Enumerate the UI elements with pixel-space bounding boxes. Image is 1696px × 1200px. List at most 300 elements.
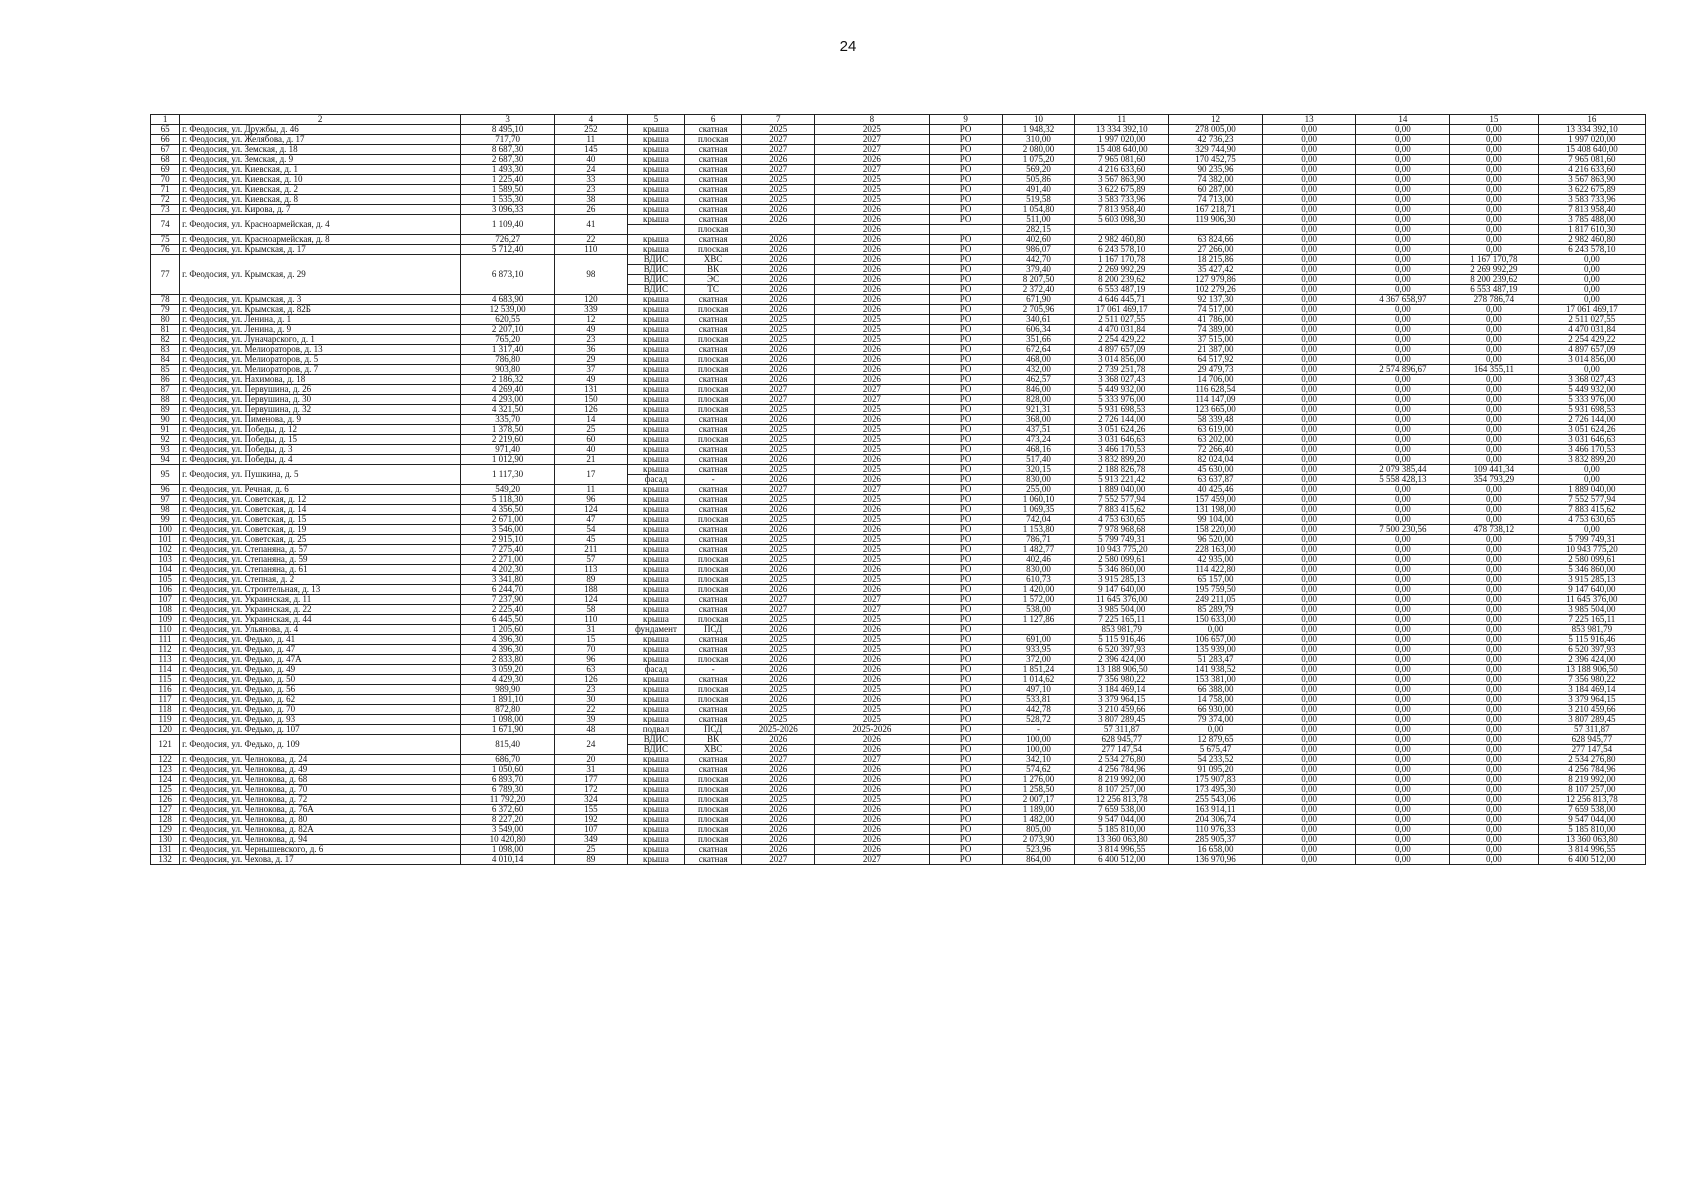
building-area: 7 275,40 xyxy=(461,545,555,555)
building-area: 3 341,80 xyxy=(461,575,555,585)
total-cost: 2 254 429,22 xyxy=(1075,335,1169,345)
element-subtype: скатная xyxy=(685,145,742,155)
volume: 1 075,20 xyxy=(1002,155,1075,165)
row-number: 126 xyxy=(151,795,180,805)
table-row xyxy=(151,725,1646,735)
column-header: 15 xyxy=(1450,115,1538,125)
element-type: крыша xyxy=(627,515,684,525)
funding-source: РО xyxy=(929,765,1002,775)
fund-amount-1: 0,00 xyxy=(1262,265,1356,275)
table-row xyxy=(151,685,1646,695)
element-subtype: плоская xyxy=(685,615,742,625)
year-start: 2025 xyxy=(742,615,815,625)
building-area: 3 549,00 xyxy=(461,825,555,835)
repair-schedule-table xyxy=(150,114,1646,865)
specific-cost: 119 906,30 xyxy=(1169,215,1263,225)
total-cost: 5 913 221,42 xyxy=(1075,475,1169,485)
table-row xyxy=(151,565,1646,575)
fund-amount-4: 11 645 376,00 xyxy=(1538,595,1645,605)
fund-amount-2: 0,00 xyxy=(1356,195,1450,205)
year-start: 2026 xyxy=(742,815,815,825)
fund-amount-1: 0,00 xyxy=(1262,215,1356,225)
element-subtype: плоская xyxy=(685,405,742,415)
building-area: 2 225,40 xyxy=(461,605,555,615)
year-end: 2026 xyxy=(815,415,930,425)
fund-amount-1: 0,00 xyxy=(1262,295,1356,305)
fund-amount-2: 0,00 xyxy=(1356,165,1450,175)
specific-cost: 21 387,00 xyxy=(1169,345,1263,355)
fund-amount-3: 0,00 xyxy=(1450,805,1538,815)
building-area: 6 789,30 xyxy=(461,785,555,795)
funding-source: РО xyxy=(929,775,1002,785)
address: г. Феодосия, ул. Челнокова, д. 82А xyxy=(180,825,461,835)
fund-amount-2: 0,00 xyxy=(1356,245,1450,255)
funding-source: РО xyxy=(929,385,1002,395)
table-row xyxy=(151,755,1646,765)
table-body xyxy=(151,115,1646,865)
element-type: крыша xyxy=(627,145,684,155)
element-type: крыша xyxy=(627,345,684,355)
residents-count: 177 xyxy=(554,775,627,785)
column-header: 13 xyxy=(1262,115,1356,125)
fund-amount-4: 8 107 257,00 xyxy=(1538,785,1645,795)
year-end: 2026 xyxy=(815,455,930,465)
building-area: 1 535,30 xyxy=(461,195,555,205)
fund-amount-2: 0,00 xyxy=(1356,355,1450,365)
volume: 574,62 xyxy=(1002,765,1075,775)
volume: - xyxy=(1002,725,1075,735)
residents-count: 63 xyxy=(554,665,627,675)
year-start: 2027 xyxy=(742,165,815,175)
building-area: 8 687,30 xyxy=(461,145,555,155)
address: г. Феодосия, ул. Чехова, д. 17 xyxy=(180,855,461,865)
year-start: 2025 xyxy=(742,315,815,325)
table-row xyxy=(151,785,1646,795)
fund-amount-1: 0,00 xyxy=(1262,255,1356,265)
row-number: 77 xyxy=(151,255,180,295)
element-subtype: скатная xyxy=(685,675,742,685)
building-area: 5 712,40 xyxy=(461,245,555,255)
year-start: 2026 xyxy=(742,695,815,705)
fund-amount-3: 0,00 xyxy=(1450,775,1538,785)
fund-amount-1: 0,00 xyxy=(1262,575,1356,585)
table-row xyxy=(151,215,1646,225)
funding-source: РО xyxy=(929,345,1002,355)
fund-amount-1: 0,00 xyxy=(1262,855,1356,865)
year-end: 2025 xyxy=(815,315,930,325)
row-number: 116 xyxy=(151,685,180,695)
specific-cost: 64 517,92 xyxy=(1169,355,1263,365)
address: г. Феодосия, ул. Федько, д. 70 xyxy=(180,705,461,715)
year-end: 2025 xyxy=(815,575,930,585)
element-type: крыша xyxy=(627,575,684,585)
fund-amount-2: 0,00 xyxy=(1356,445,1450,455)
fund-amount-4: 3 210 459,66 xyxy=(1538,705,1645,715)
funding-source: РО xyxy=(929,145,1002,155)
fund-amount-3: 0,00 xyxy=(1450,175,1538,185)
funding-source: РО xyxy=(929,615,1002,625)
total-cost: 5 333 976,00 xyxy=(1075,395,1169,405)
address: г. Феодосия, ул. Желябова, д. 17 xyxy=(180,135,461,145)
fund-amount-4: 6 400 512,00 xyxy=(1538,855,1645,865)
fund-amount-2: 0,00 xyxy=(1356,425,1450,435)
funding-source: РО xyxy=(929,505,1002,515)
specific-cost: 60 287,00 xyxy=(1169,185,1263,195)
year-end: 2025 xyxy=(815,425,930,435)
element-type: ВДИС xyxy=(627,745,684,755)
fund-amount-2: 0,00 xyxy=(1356,705,1450,715)
year-start xyxy=(742,225,815,235)
specific-cost: 175 907,83 xyxy=(1169,775,1263,785)
column-header: 3 xyxy=(461,115,555,125)
funding-source: РО xyxy=(929,365,1002,375)
funding-source: РО xyxy=(929,535,1002,545)
table-row xyxy=(151,465,1646,475)
fund-amount-4: 0,00 xyxy=(1538,465,1645,475)
address: г. Феодосия, ул. Земская, д. 18 xyxy=(180,145,461,155)
fund-amount-3: 0,00 xyxy=(1450,745,1538,755)
element-subtype: скатная xyxy=(685,325,742,335)
specific-cost: 110 976,33 xyxy=(1169,825,1263,835)
fund-amount-4: 7 659 538,00 xyxy=(1538,805,1645,815)
table-row xyxy=(151,375,1646,385)
building-area: 686,70 xyxy=(461,755,555,765)
total-cost: 4 646 445,71 xyxy=(1075,295,1169,305)
element-subtype: скатная xyxy=(685,605,742,615)
building-area: 2 671,00 xyxy=(461,515,555,525)
total-cost: 8 107 257,00 xyxy=(1075,785,1169,795)
fund-amount-2: 0,00 xyxy=(1356,375,1450,385)
fund-amount-1: 0,00 xyxy=(1262,165,1356,175)
fund-amount-4: 4 256 784,96 xyxy=(1538,765,1645,775)
volume: 511,00 xyxy=(1002,215,1075,225)
fund-amount-1: 0,00 xyxy=(1262,495,1356,505)
address: г. Феодосия, ул. Победы, д. 4 xyxy=(180,455,461,465)
address: г. Феодосия, ул. Красноармейская, д. 4 xyxy=(180,215,461,235)
table-row xyxy=(151,775,1646,785)
year-start: 2026 xyxy=(742,825,815,835)
volume: 497,10 xyxy=(1002,685,1075,695)
total-cost: 6 553 487,19 xyxy=(1075,285,1169,295)
row-number: 113 xyxy=(151,655,180,665)
total-cost: 628 945,77 xyxy=(1075,735,1169,745)
funding-source: РО xyxy=(929,445,1002,455)
row-number: 95 xyxy=(151,465,180,485)
specific-cost: 127 979,86 xyxy=(1169,275,1263,285)
volume: 2 372,40 xyxy=(1002,285,1075,295)
table-row xyxy=(151,625,1646,635)
volume: 462,57 xyxy=(1002,375,1075,385)
volume: 1 420,00 xyxy=(1002,585,1075,595)
residents-count: 23 xyxy=(554,685,627,695)
column-header: 2 xyxy=(180,115,461,125)
element-type: крыша xyxy=(627,195,684,205)
table-row xyxy=(151,495,1646,505)
table-row xyxy=(151,645,1646,655)
element-subtype: скатная xyxy=(685,705,742,715)
address: г. Феодосия, ул. Степаняна, д. 57 xyxy=(180,545,461,555)
address: г. Феодосия, ул. Украинская, д. 44 xyxy=(180,615,461,625)
element-type: крыша xyxy=(627,245,684,255)
address: г. Феодосия, ул. Советская, д. 25 xyxy=(180,535,461,545)
total-cost: 2 580 099,61 xyxy=(1075,555,1169,565)
element-type: крыша xyxy=(627,695,684,705)
residents-count: 124 xyxy=(554,595,627,605)
year-end: 2026 xyxy=(815,835,930,845)
address: г. Феодосия, ул. Челнокова, д. 72 xyxy=(180,795,461,805)
volume: 282,15 xyxy=(1002,225,1075,235)
fund-amount-4: 3 915 285,13 xyxy=(1538,575,1645,585)
year-start: 2025 xyxy=(742,405,815,415)
element-type: крыша xyxy=(627,855,684,865)
fund-amount-2: 0,00 xyxy=(1356,665,1450,675)
address: г. Феодосия, ул. Пименова, д. 9 xyxy=(180,415,461,425)
specific-cost: 40 425,46 xyxy=(1169,485,1263,495)
fund-amount-1: 0,00 xyxy=(1262,205,1356,215)
fund-amount-4: 0,00 xyxy=(1538,275,1645,285)
row-number: 107 xyxy=(151,595,180,605)
row-number: 96 xyxy=(151,485,180,495)
fund-amount-4: 13 334 392,10 xyxy=(1538,125,1645,135)
total-cost: 8 219 992,00 xyxy=(1075,775,1169,785)
fund-amount-3: 0,00 xyxy=(1450,695,1538,705)
column-header: 10 xyxy=(1002,115,1075,125)
year-start: 2027 xyxy=(742,145,815,155)
fund-amount-2: 0,00 xyxy=(1356,575,1450,585)
volume: 610,73 xyxy=(1002,575,1075,585)
specific-cost: 157 459,00 xyxy=(1169,495,1263,505)
funding-source: РО xyxy=(929,605,1002,615)
building-area: 1 225,40 xyxy=(461,175,555,185)
fund-amount-3: 0,00 xyxy=(1450,685,1538,695)
funding-source: РО xyxy=(929,845,1002,855)
fund-amount-4: 10 943 775,20 xyxy=(1538,545,1645,555)
year-start: 2025 xyxy=(742,335,815,345)
row-number: 100 xyxy=(151,525,180,535)
specific-cost: 5 675,47 xyxy=(1169,745,1263,755)
volume: 986,07 xyxy=(1002,245,1075,255)
row-number: 89 xyxy=(151,405,180,415)
fund-amount-4: 9 547 044,00 xyxy=(1538,815,1645,825)
fund-amount-4: 5 185 810,00 xyxy=(1538,825,1645,835)
volume: 786,71 xyxy=(1002,535,1075,545)
table-row xyxy=(151,695,1646,705)
year-start: 2027 xyxy=(742,485,815,495)
total-cost: 5 449 932,00 xyxy=(1075,385,1169,395)
row-number: 75 xyxy=(151,235,180,245)
total-cost: 2 982 460,80 xyxy=(1075,235,1169,245)
address: г. Феодосия, ул. Советская, д. 19 xyxy=(180,525,461,535)
funding-source: РО xyxy=(929,805,1002,815)
fund-amount-4: 3 814 996,55 xyxy=(1538,845,1645,855)
element-type: крыша xyxy=(627,385,684,395)
total-cost: 3 583 733,96 xyxy=(1075,195,1169,205)
funding-source: РО xyxy=(929,555,1002,565)
fund-amount-2: 2 079 385,44 xyxy=(1356,465,1450,475)
row-number: 102 xyxy=(151,545,180,555)
fund-amount-4: 7 356 980,22 xyxy=(1538,675,1645,685)
fund-amount-1: 0,00 xyxy=(1262,465,1356,475)
fund-amount-4: 628 945,77 xyxy=(1538,735,1645,745)
fund-amount-3: 0,00 xyxy=(1450,455,1538,465)
table-row xyxy=(151,165,1646,175)
year-end: 2025 xyxy=(815,535,930,545)
fund-amount-2: 0,00 xyxy=(1356,415,1450,425)
year-end: 2026 xyxy=(815,275,930,285)
element-subtype: плоская xyxy=(685,515,742,525)
fund-amount-3: 0,00 xyxy=(1450,715,1538,725)
element-type: крыша xyxy=(627,525,684,535)
total-cost: 4 897 657,09 xyxy=(1075,345,1169,355)
specific-cost: 63 619,00 xyxy=(1169,425,1263,435)
year-start: 2027 xyxy=(742,135,815,145)
table-row xyxy=(151,555,1646,565)
specific-cost: 58 339,48 xyxy=(1169,415,1263,425)
residents-count: 211 xyxy=(554,545,627,555)
element-type: крыша xyxy=(627,845,684,855)
fund-amount-1: 0,00 xyxy=(1262,435,1356,445)
total-cost: 3 814 996,55 xyxy=(1075,845,1169,855)
column-header: 11 xyxy=(1075,115,1169,125)
funding-source: РО xyxy=(929,125,1002,135)
specific-cost: 42 935,00 xyxy=(1169,555,1263,565)
year-end: 2027 xyxy=(815,595,930,605)
volume: 100,00 xyxy=(1002,735,1075,745)
fund-amount-2: 0,00 xyxy=(1356,775,1450,785)
address: г. Феодосия, ул. Строительная, д. 13 xyxy=(180,585,461,595)
total-cost: 15 408 640,00 xyxy=(1075,145,1169,155)
volume: 519,58 xyxy=(1002,195,1075,205)
element-subtype: плоская xyxy=(685,585,742,595)
fund-amount-3: 0,00 xyxy=(1450,725,1538,735)
residents-count: 40 xyxy=(554,445,627,455)
fund-amount-3: 0,00 xyxy=(1450,335,1538,345)
fund-amount-2: 0,00 xyxy=(1356,685,1450,695)
fund-amount-1: 0,00 xyxy=(1262,365,1356,375)
table-row xyxy=(151,405,1646,415)
column-header: 16 xyxy=(1538,115,1645,125)
funding-source: РО xyxy=(929,485,1002,495)
specific-cost: 74 713,00 xyxy=(1169,195,1263,205)
fund-amount-4: 3 807 289,45 xyxy=(1538,715,1645,725)
residents-count: 349 xyxy=(554,835,627,845)
volume: 1 258,50 xyxy=(1002,785,1075,795)
building-area: 6 244,70 xyxy=(461,585,555,595)
specific-cost: 123 665,00 xyxy=(1169,405,1263,415)
row-number: 117 xyxy=(151,695,180,705)
row-number: 65 xyxy=(151,125,180,135)
year-end: 2025 xyxy=(815,715,930,725)
funding-source: РО xyxy=(929,255,1002,265)
year-start: 2025 xyxy=(742,795,815,805)
table-row xyxy=(151,735,1646,745)
table-row xyxy=(151,545,1646,555)
row-number: 66 xyxy=(151,135,180,145)
element-subtype: плоская xyxy=(685,775,742,785)
fund-amount-2: 0,00 xyxy=(1356,695,1450,705)
table-row xyxy=(151,605,1646,615)
element-subtype: скатная xyxy=(685,445,742,455)
volume: 320,15 xyxy=(1002,465,1075,475)
year-end: 2025 xyxy=(815,185,930,195)
funding-source: РО xyxy=(929,825,1002,835)
volume: 505,86 xyxy=(1002,175,1075,185)
element-subtype: ПСД xyxy=(685,625,742,635)
element-subtype: скатная xyxy=(685,525,742,535)
funding-source: РО xyxy=(929,265,1002,275)
element-type: ВДИС xyxy=(627,285,684,295)
fund-amount-1: 0,00 xyxy=(1262,665,1356,675)
year-end: 2025 xyxy=(815,635,930,645)
residents-count: 12 xyxy=(554,315,627,325)
residents-count: 41 xyxy=(554,215,627,235)
address: г. Феодосия, ул. Советская, д. 12 xyxy=(180,495,461,505)
total-cost: 12 256 813,78 xyxy=(1075,795,1169,805)
column-header: 8 xyxy=(815,115,930,125)
funding-source: РО xyxy=(929,465,1002,475)
specific-cost: 131 198,00 xyxy=(1169,505,1263,515)
address: г. Феодосия, ул. Крымская, д. 17 xyxy=(180,245,461,255)
year-start: 2026 xyxy=(742,625,815,635)
volume: 1 482,00 xyxy=(1002,815,1075,825)
fund-amount-2: 0,00 xyxy=(1356,645,1450,655)
year-start: 2026 xyxy=(742,785,815,795)
element-subtype: скатная xyxy=(685,765,742,775)
address: г. Феодосия, ул. Федько, д. 50 xyxy=(180,675,461,685)
element-type: крыша xyxy=(627,215,684,225)
table-row xyxy=(151,395,1646,405)
fund-amount-4: 0,00 xyxy=(1538,525,1645,535)
fund-amount-3: 354 793,29 xyxy=(1450,475,1538,485)
fund-amount-3: 0,00 xyxy=(1450,435,1538,445)
volume: 671,90 xyxy=(1002,295,1075,305)
address: г. Феодосия, ул. Луначарского, д. 1 xyxy=(180,335,461,345)
residents-count: 48 xyxy=(554,725,627,735)
year-end: 2027 xyxy=(815,135,930,145)
residents-count: 20 xyxy=(554,755,627,765)
year-end: 2026 xyxy=(815,695,930,705)
fund-amount-3: 0,00 xyxy=(1450,165,1538,175)
address: г. Феодосия, ул. Речная, д. 6 xyxy=(180,485,461,495)
specific-cost: 158 220,00 xyxy=(1169,525,1263,535)
residents-count: 22 xyxy=(554,705,627,715)
row-number: 110 xyxy=(151,625,180,635)
element-subtype: скатная xyxy=(685,425,742,435)
element-subtype: скатная xyxy=(685,465,742,475)
year-start: 2025 xyxy=(742,705,815,715)
building-area: 765,20 xyxy=(461,335,555,345)
element-type: крыша xyxy=(627,405,684,415)
volume: 1 127,86 xyxy=(1002,615,1075,625)
total-cost: 10 943 775,20 xyxy=(1075,545,1169,555)
funding-source: РО xyxy=(929,425,1002,435)
residents-count: 96 xyxy=(554,495,627,505)
building-area: 1 117,30 xyxy=(461,465,555,485)
fund-amount-4: 6 243 578,10 xyxy=(1538,245,1645,255)
total-cost: 3 368 027,43 xyxy=(1075,375,1169,385)
specific-cost: 99 104,00 xyxy=(1169,515,1263,525)
fund-amount-3: 0,00 xyxy=(1450,485,1538,495)
year-start: 2025 xyxy=(742,535,815,545)
table-row xyxy=(151,415,1646,425)
year-start: 2026 xyxy=(742,345,815,355)
fund-amount-2: 0,00 xyxy=(1356,675,1450,685)
element-subtype: скатная xyxy=(685,185,742,195)
fund-amount-2: 0,00 xyxy=(1356,495,1450,505)
fund-amount-4: 5 931 698,53 xyxy=(1538,405,1645,415)
total-cost: 3 014 856,00 xyxy=(1075,355,1169,365)
element-subtype: плоская xyxy=(685,785,742,795)
